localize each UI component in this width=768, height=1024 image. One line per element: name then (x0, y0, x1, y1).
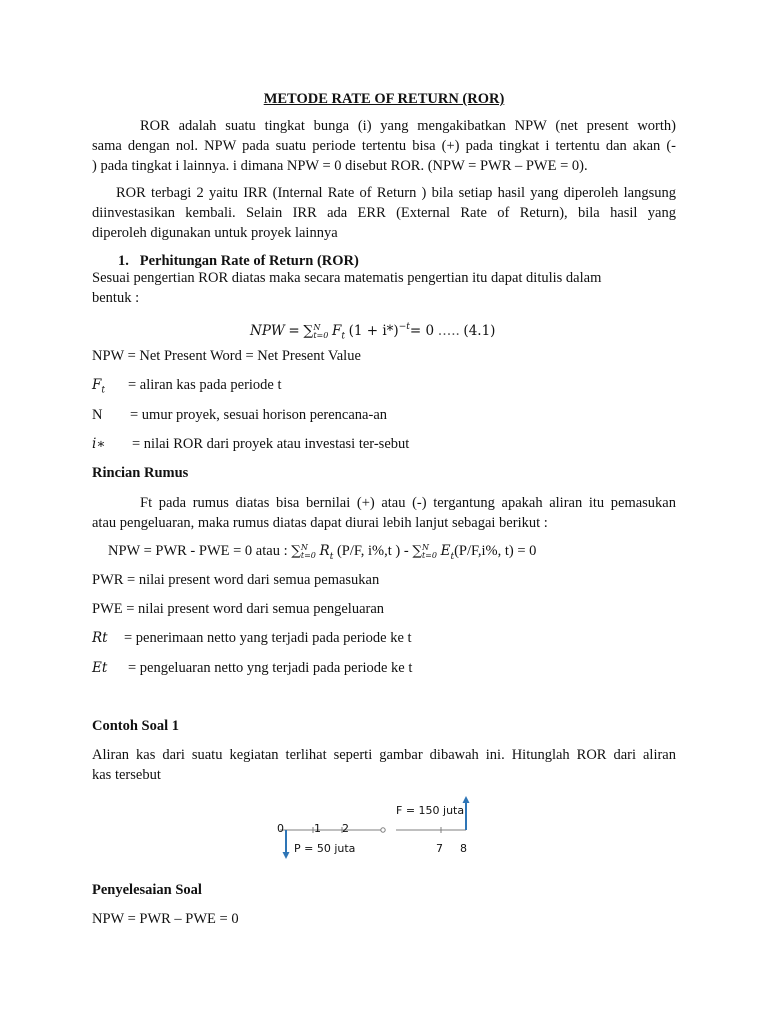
rincian-heading: Rincian Rumus (92, 465, 189, 481)
tick-label-7: 7 (436, 842, 443, 855)
def-et-symbol: Et (92, 660, 108, 676)
formula2-sum1-limits: N t=0 (300, 542, 316, 560)
types-line-2: diinvestasikan kembali. Selain IRR ada ERR (External Rate of Return), bila hasil yang (92, 205, 676, 221)
def-rt-symbol: Rt (92, 630, 108, 646)
def-pwe: PWE = nilai present word dari semua pengeluaran (92, 601, 385, 617)
def-npw: NPW = Net Present Word = Net Present Value (92, 348, 361, 364)
axis-break-marker (381, 828, 385, 832)
formula2-r: R (319, 543, 330, 559)
section-1-title: Perhitungan Rate of Return (ROR) (139, 253, 359, 269)
formula2-e: E (440, 543, 451, 559)
formula-equals: = (288, 322, 300, 339)
formula-npw-expanded (108, 541, 678, 568)
cash-outflow-arrow-head (283, 852, 290, 859)
types-line-3: diperoleh digunakan untuk proyek lainnya (92, 225, 338, 241)
sum-lower: t=0 (313, 330, 329, 340)
formula2-sum2: ∑ (412, 543, 422, 559)
formula-term-sub: t (341, 331, 345, 342)
contoh-heading: Contoh Soal 1 (92, 718, 180, 734)
types-line-1: ROR terbagi 2 yaitu IRR (Internal Rate of Return ) bila setiap hasil yang diperoleh langsung (116, 185, 676, 201)
f-label: F = 150 juta (396, 804, 465, 817)
intro-line-1: ROR adalah suatu tingkat bunga (i) yang mengakibatkan NPW (net present worth) (140, 118, 676, 134)
def-rt-text: = penerimaan netto yang terjadi pada periode ke t (124, 630, 412, 646)
intro-line-2: sama dengan nol. NPW pada suatu periode tertentu bisa (+) pada tingkat i tertentu dan akan (- (92, 138, 676, 154)
contoh-text-1: Aliran kas dari suatu kegiatan terlihat seperti gambar dibawah ini. Hitunglah ROR dari aliran (92, 747, 676, 763)
formula2-r-sub: t (329, 551, 334, 562)
formula2-e-sub: t (450, 551, 455, 562)
formula2-sum1: ∑ (291, 543, 301, 559)
formula-lhs: NPW (250, 322, 285, 339)
sum-upper: N (313, 322, 321, 332)
formula2-pf2: (P/F,i%, t) = 0 (454, 543, 537, 559)
def-n-text: = umur proyek, sesuai horison perencana-an (130, 407, 388, 423)
intro-line-3: ) pada tingkat i lainnya. i dimana NPW = 0 disebut ROR. (NPW = PWR – PWE = 0). (92, 158, 588, 174)
tick-label-1: 1 (314, 822, 321, 835)
def-et (92, 658, 676, 679)
formula-factor: (1 + i*) (348, 322, 399, 339)
tick-label-0: 0 (277, 822, 284, 835)
penyelesaian-text: NPW = PWR – PWE = 0 (92, 911, 239, 927)
def-pwr: PWR = nilai present word dari semua pemasukan (92, 572, 380, 588)
cash-flow-diagram (250, 790, 490, 865)
formula-term: F (331, 322, 342, 339)
tick-label-8: 8 (460, 842, 467, 855)
section-1-text-2: bentuk : (92, 290, 140, 306)
cash-inflow-arrow-head (463, 796, 470, 803)
formula-ref: (4.1) (463, 322, 496, 339)
formula2-start: NPW = PWR - PWE = 0 atau : (108, 543, 292, 559)
def-ft-symbol: $F_t$ (92, 377, 105, 396)
def-et-text: = pengeluaran netto yng terjadi pada periode ke t (128, 660, 413, 676)
page-title: METODE RATE OF RETURN (ROR) (263, 91, 505, 107)
p-label: P = 50 juta (294, 842, 356, 855)
sum-symbol: ∑ (303, 322, 314, 339)
tick-label-2: 2 (342, 822, 349, 835)
contoh-text-2: kas tersebut (92, 767, 161, 783)
penyelesaian-heading: Penyelesaian Soal (92, 882, 202, 898)
def-ft (92, 375, 676, 402)
formula2-pf1: (P/F, i%,t ) - (333, 543, 413, 559)
section-1-number: 1. (118, 253, 129, 269)
def-rt (92, 628, 676, 649)
formula-rhs: = 0 (409, 322, 435, 339)
formula-4-1 (250, 316, 550, 348)
def-n (92, 405, 676, 426)
def-istar (92, 434, 676, 455)
section-1-text-1: Sesuai pengertian ROR diatas maka secara matematis pengertian itu dapat ditulis dalam (92, 270, 602, 286)
sum-limits (313, 324, 328, 340)
def-istar-symbol: i∗ (92, 436, 106, 452)
rincian-text-2: atau pengeluaran, maka rumus diatas dapat diurai lebih lanjut sebagai berikut : (92, 515, 548, 531)
formula-exponent: −t (398, 322, 410, 332)
formula2-sum2-limits: N t=0 (421, 542, 437, 560)
rincian-text-1: Ft pada rumus diatas bisa bernilai (+) atau (-) tergantung apakah aliran itu pemasukan (140, 495, 676, 511)
formula-dots: ….. (437, 322, 460, 339)
def-istar-text: = nilai ROR dari proyek atau investasi ter-sebut (132, 436, 410, 452)
def-ft-text: = aliran kas pada periode t (128, 377, 282, 393)
def-n-symbol: N (92, 407, 103, 423)
